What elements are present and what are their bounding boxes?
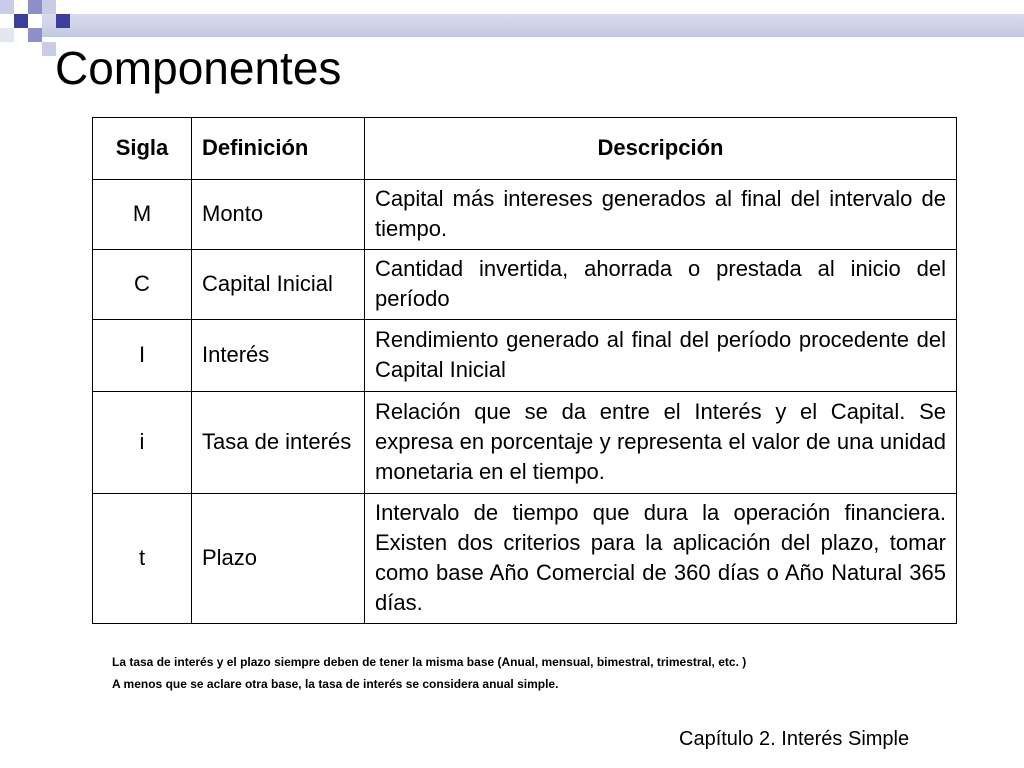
table-header-row [93, 118, 957, 180]
table-row [93, 494, 957, 624]
decorative-square [14, 14, 28, 28]
decorative-square [42, 0, 56, 14]
table-row [93, 250, 957, 320]
cell-descripcion: Rendimiento generado al final del período procedente del Capital Inicial [365, 320, 957, 392]
cell-descripcion: Capital más intereses generados al final del intervalo de tiempo. [365, 180, 957, 250]
cell-definicion: Capital Inicial [192, 250, 365, 320]
cell-descripcion: Cantidad invertida, ahorrada o prestada al inicio del período [365, 250, 957, 320]
cell-sigla: i [93, 392, 192, 494]
decorative-square [56, 14, 70, 28]
cell-definicion: Monto [192, 180, 365, 250]
footer-chapter: Capítulo 2. Interés Simple [679, 728, 910, 750]
column-header-sigla: Sigla [93, 118, 192, 180]
decorative-square [0, 28, 14, 42]
cell-descripcion: Intervalo de tiempo que dura la operación financiera. Existen dos criterios para la aplicación del plazo, tomar como base Año Comercial de 360 días o Año Natural 365 días. [365, 494, 957, 624]
cell-definicion: Interés [192, 320, 365, 392]
cell-definicion: Plazo [192, 494, 365, 624]
table-row [93, 180, 957, 250]
note-base: La tasa de interés y el plazo siempre deben de tener la misma base (Anual, mensual, bimestral, trimestral, etc. ) [112, 655, 747, 669]
note-annual: A menos que se aclare otra base, la tasa de interés se considera anual simple. [112, 677, 559, 691]
cell-sigla: M [93, 180, 192, 250]
table-row [93, 320, 957, 392]
decorative-square [42, 42, 56, 56]
components-table [92, 117, 957, 624]
cell-sigla: C [93, 250, 192, 320]
cell-definicion: Tasa de interés [192, 392, 365, 494]
decorative-square [28, 0, 42, 14]
cell-sigla: t [93, 494, 192, 624]
cell-sigla: I [93, 320, 192, 392]
decorative-square [28, 28, 42, 42]
column-header-definicion: Definición [192, 118, 365, 180]
column-header-descripcion: Descripción [365, 118, 957, 180]
header-bar [42, 14, 1024, 37]
page-title: Componentes [55, 42, 342, 94]
decorative-square [0, 0, 14, 14]
table-row [93, 392, 957, 494]
cell-descripcion: Relación que se da entre el Interés y el Capital. Se expresa en porcentaje y representa el valor de una unidad monetaria en el tiempo. [365, 392, 957, 494]
